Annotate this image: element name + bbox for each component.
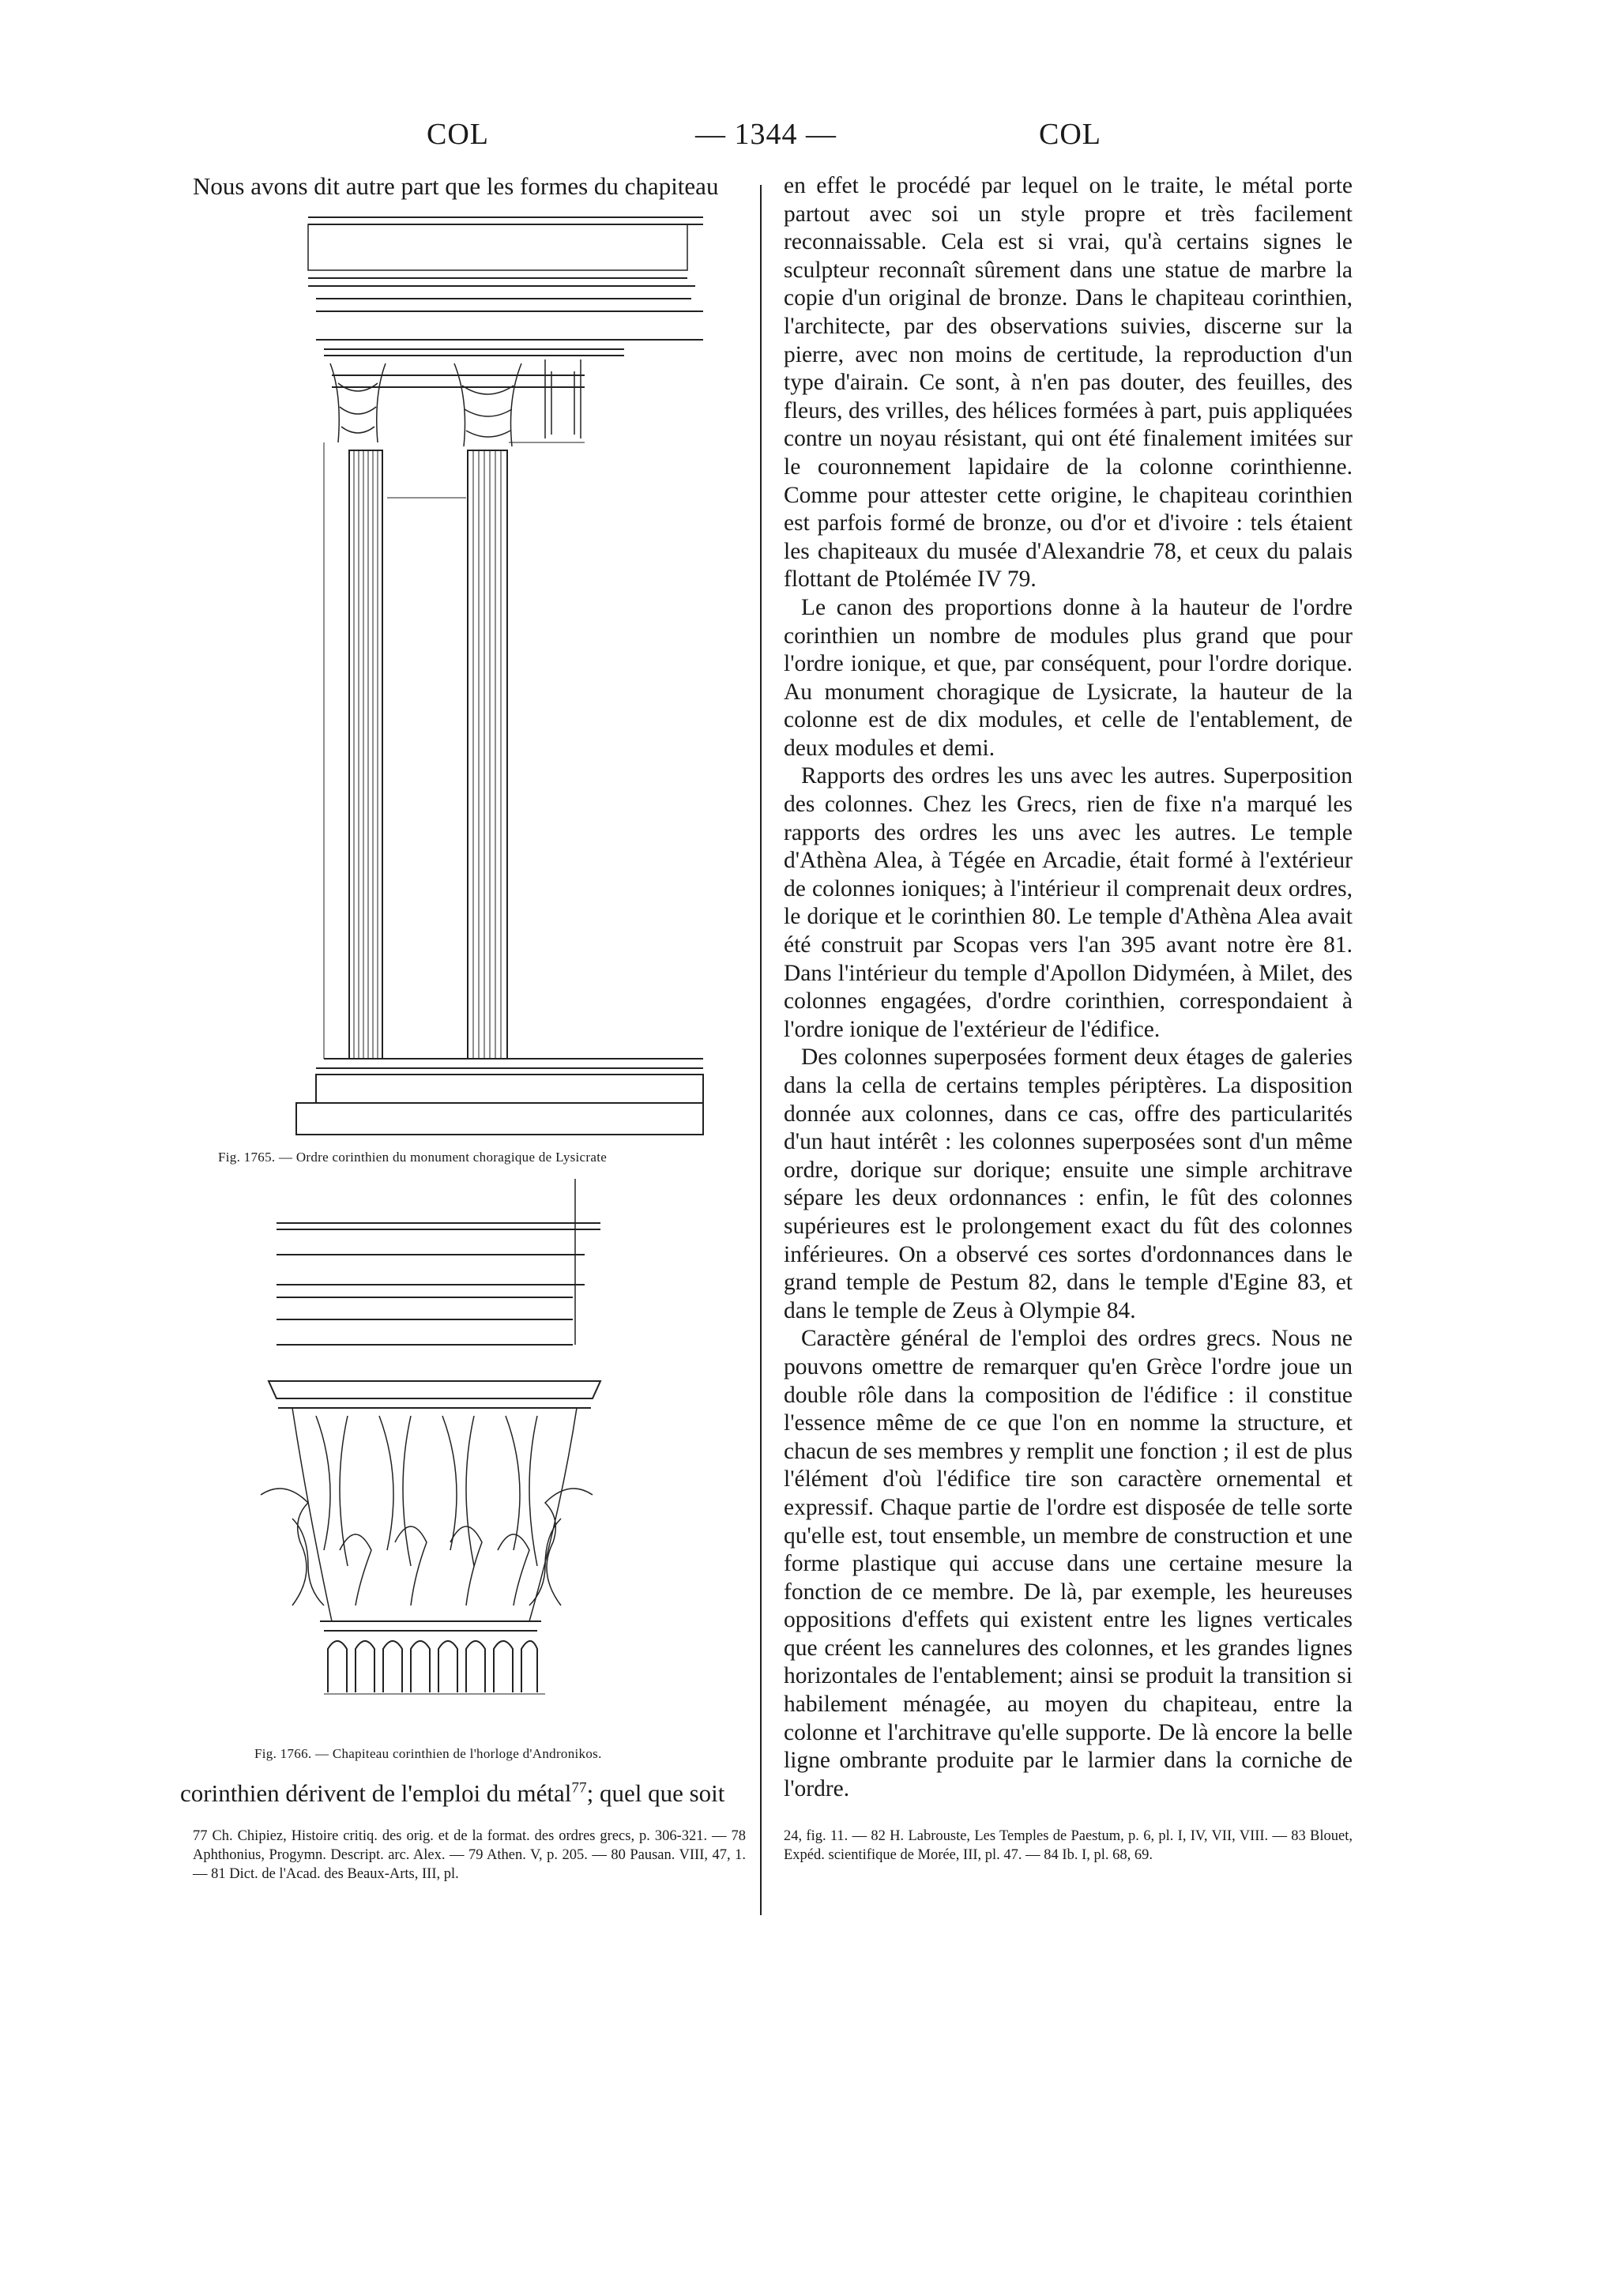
figure-1765-caption: Fig. 1765. — Ordre corinthien du monument choragique de Lysicrate	[218, 1150, 608, 1165]
right-footnotes	[784, 1827, 1353, 1865]
left-intro: Nous avons dit autre part que les formes du chapiteau	[193, 172, 719, 200]
page-number: — 1344 —	[695, 118, 837, 151]
footnote-text-right: 24, fig. 11. — 82 H. Labrouste, Les Temples de Paestum, p. 6, pl. I, IV, VII, VIII. — 83 Blouet, Expéd. scientifique de Morée, III, pl. 47. — 84 Ib. I, pl. 68, 69.	[784, 1828, 1353, 1863]
paragraph: Caractère général de l'emploi des ordres grecs. Nous ne pouvons omettre de remarquer qu'en Grèce l'ordre joue un double rôle dans la composition de l'édifice : il constitue l'essence même de ce que l'on en nomme la structure, et chacun de ses membres y remplit une fonction ; il est de plus l'élément d'où l'édifice tire son caractère ornemental et expressif. Chaque partie de l'ordre est disposée de telle sorte qu'elle est, tout ensemble, un membre de construction et une forme plastique qui accuse dans une certaine mesure la fonction de ce membre. De là, par exemple, les heureuses oppositions d'effets qui existent entre les lignes verticales que créent les cannelures des colonnes, et les grandes lignes horizontales de l'entablement; ainsi se produit la transition si habilement ménagée, au moyen du chapiteau, entre la colonne et l'architrave qu'elle supporte. De là encore la belle ligne ombrante produite par le larmier dans la corniche de l'ordre.	[784, 1326, 1353, 1801]
figure-1766-corinthian-capital	[261, 1179, 616, 1732]
paragraph: Rapports des ordres les uns avec les autres. Superposition des colonnes. Chez les Grecs, rien de fixe n'a marqué les rapports des ordres les uns avec les autres. Le temple d'Athèna Alea, à Tégée en Arcadie, était formé à l'extérieur de colonnes ioniques; à l'intérieur il comprenait deux ordres, le dorique et le corinthien 80. Le temple d'Athèna Alea avait été construit par Scopas vers l'an 395 avant notre ère 81. Dans l'intérieur du temple d'Apollon Didyméen, à Milet, des colonnes engagées, d'ordre corinthien, correspondaient à l'ordre ionique de l'extérieur de l'édifice.	[784, 763, 1353, 1042]
paragraph: Des colonnes superposées forment deux étages de galeries dans la cella de certains temples périptères. La disposition donnée aux colonnes, dans ce cas, offre des particularités d'un haut intérêt : les colonnes superposées sont d'un même ordre, dorique sur dorique; ensuite une simple architrave sépare les deux ordonnances : enfin, le fût des colonnes supérieures est le prolongement exact du fût des colonnes inférieures. On a observé ces sortes d'ordonnances dans le grand temple de Pestum 82, dans le temple d'Egine 83, et dans le temple de Zeus à Olympie 84.	[784, 1044, 1353, 1323]
running-head-right: COL	[1039, 118, 1101, 151]
column-rule	[760, 185, 762, 1915]
figure-1765-corinthian-order	[292, 213, 703, 1142]
running-head-left: COL	[427, 118, 489, 151]
left-bottom-text-b: ; quel que soit	[586, 1779, 725, 1807]
paragraph: Le canon des proportions donne à la hauteur de l'ordre corinthien un nombre de modules plus grand que pour l'ordre ionique, et que, par conséquent, pour l'ordre dorique. Au monument choragique de Lysicrate, la hauteur de la colonne est de dix modules, et celle de l'entablement, de deux modules et demi.	[784, 594, 1353, 761]
left-footnotes	[193, 1827, 746, 1884]
footnote-ref-77: 77	[571, 1779, 587, 1797]
figure-1766-caption: Fig. 1766. — Chapiteau corinthien de l'horloge d'Andronikos.	[254, 1746, 602, 1761]
paragraph: en effet le procédé par lequel on le traite, le métal porte partout avec soi un style propre et très facilement reconnaissable. Cela est si vrai, qu'à certains signes le sculpteur reconnaît sûrement dans une statue de marbre la copie d'un original de bronze. Dans le chapiteau corinthien, l'architecte, par des observations suivies, discerne sur la pierre, avec non moins de certitude, la reproduction d'un type d'airain. Ce sont, à n'en pas douter, des feuilles, des fleurs, des vrilles, des hélices formées à part, puis appliquées contre un noyau résistant, qui ont été finalement imitées sur le couronnement lapidaire de la colonne corinthienne. Comme pour attester cette origine, le chapiteau corinthien est parfois formé de bronze, ou d'or et d'ivoire : tels étaient les chapiteaux du musée d'Alexandrie 78, et ceux du palais flottant de Ptolémée IV 79.	[784, 173, 1353, 593]
right-column	[784, 172, 1353, 1803]
left-bottom-text	[180, 1779, 749, 1808]
left-bottom-text-a: corinthien dérivent de l'emploi du métal	[180, 1779, 572, 1807]
footnote-text-left: 77 Ch. Chipiez, Histoire critiq. des orig. et de la format. des ordres grecs, p. 306-321. — 78 Aphthonius, Progymn. Descript. arc. Alex. — 79 Athen. V, p. 205. — 80 Pausan. VIII, 47, 1. — 81 Dict. de l'Acad. des Beaux-Arts, III, pl.	[193, 1828, 746, 1882]
